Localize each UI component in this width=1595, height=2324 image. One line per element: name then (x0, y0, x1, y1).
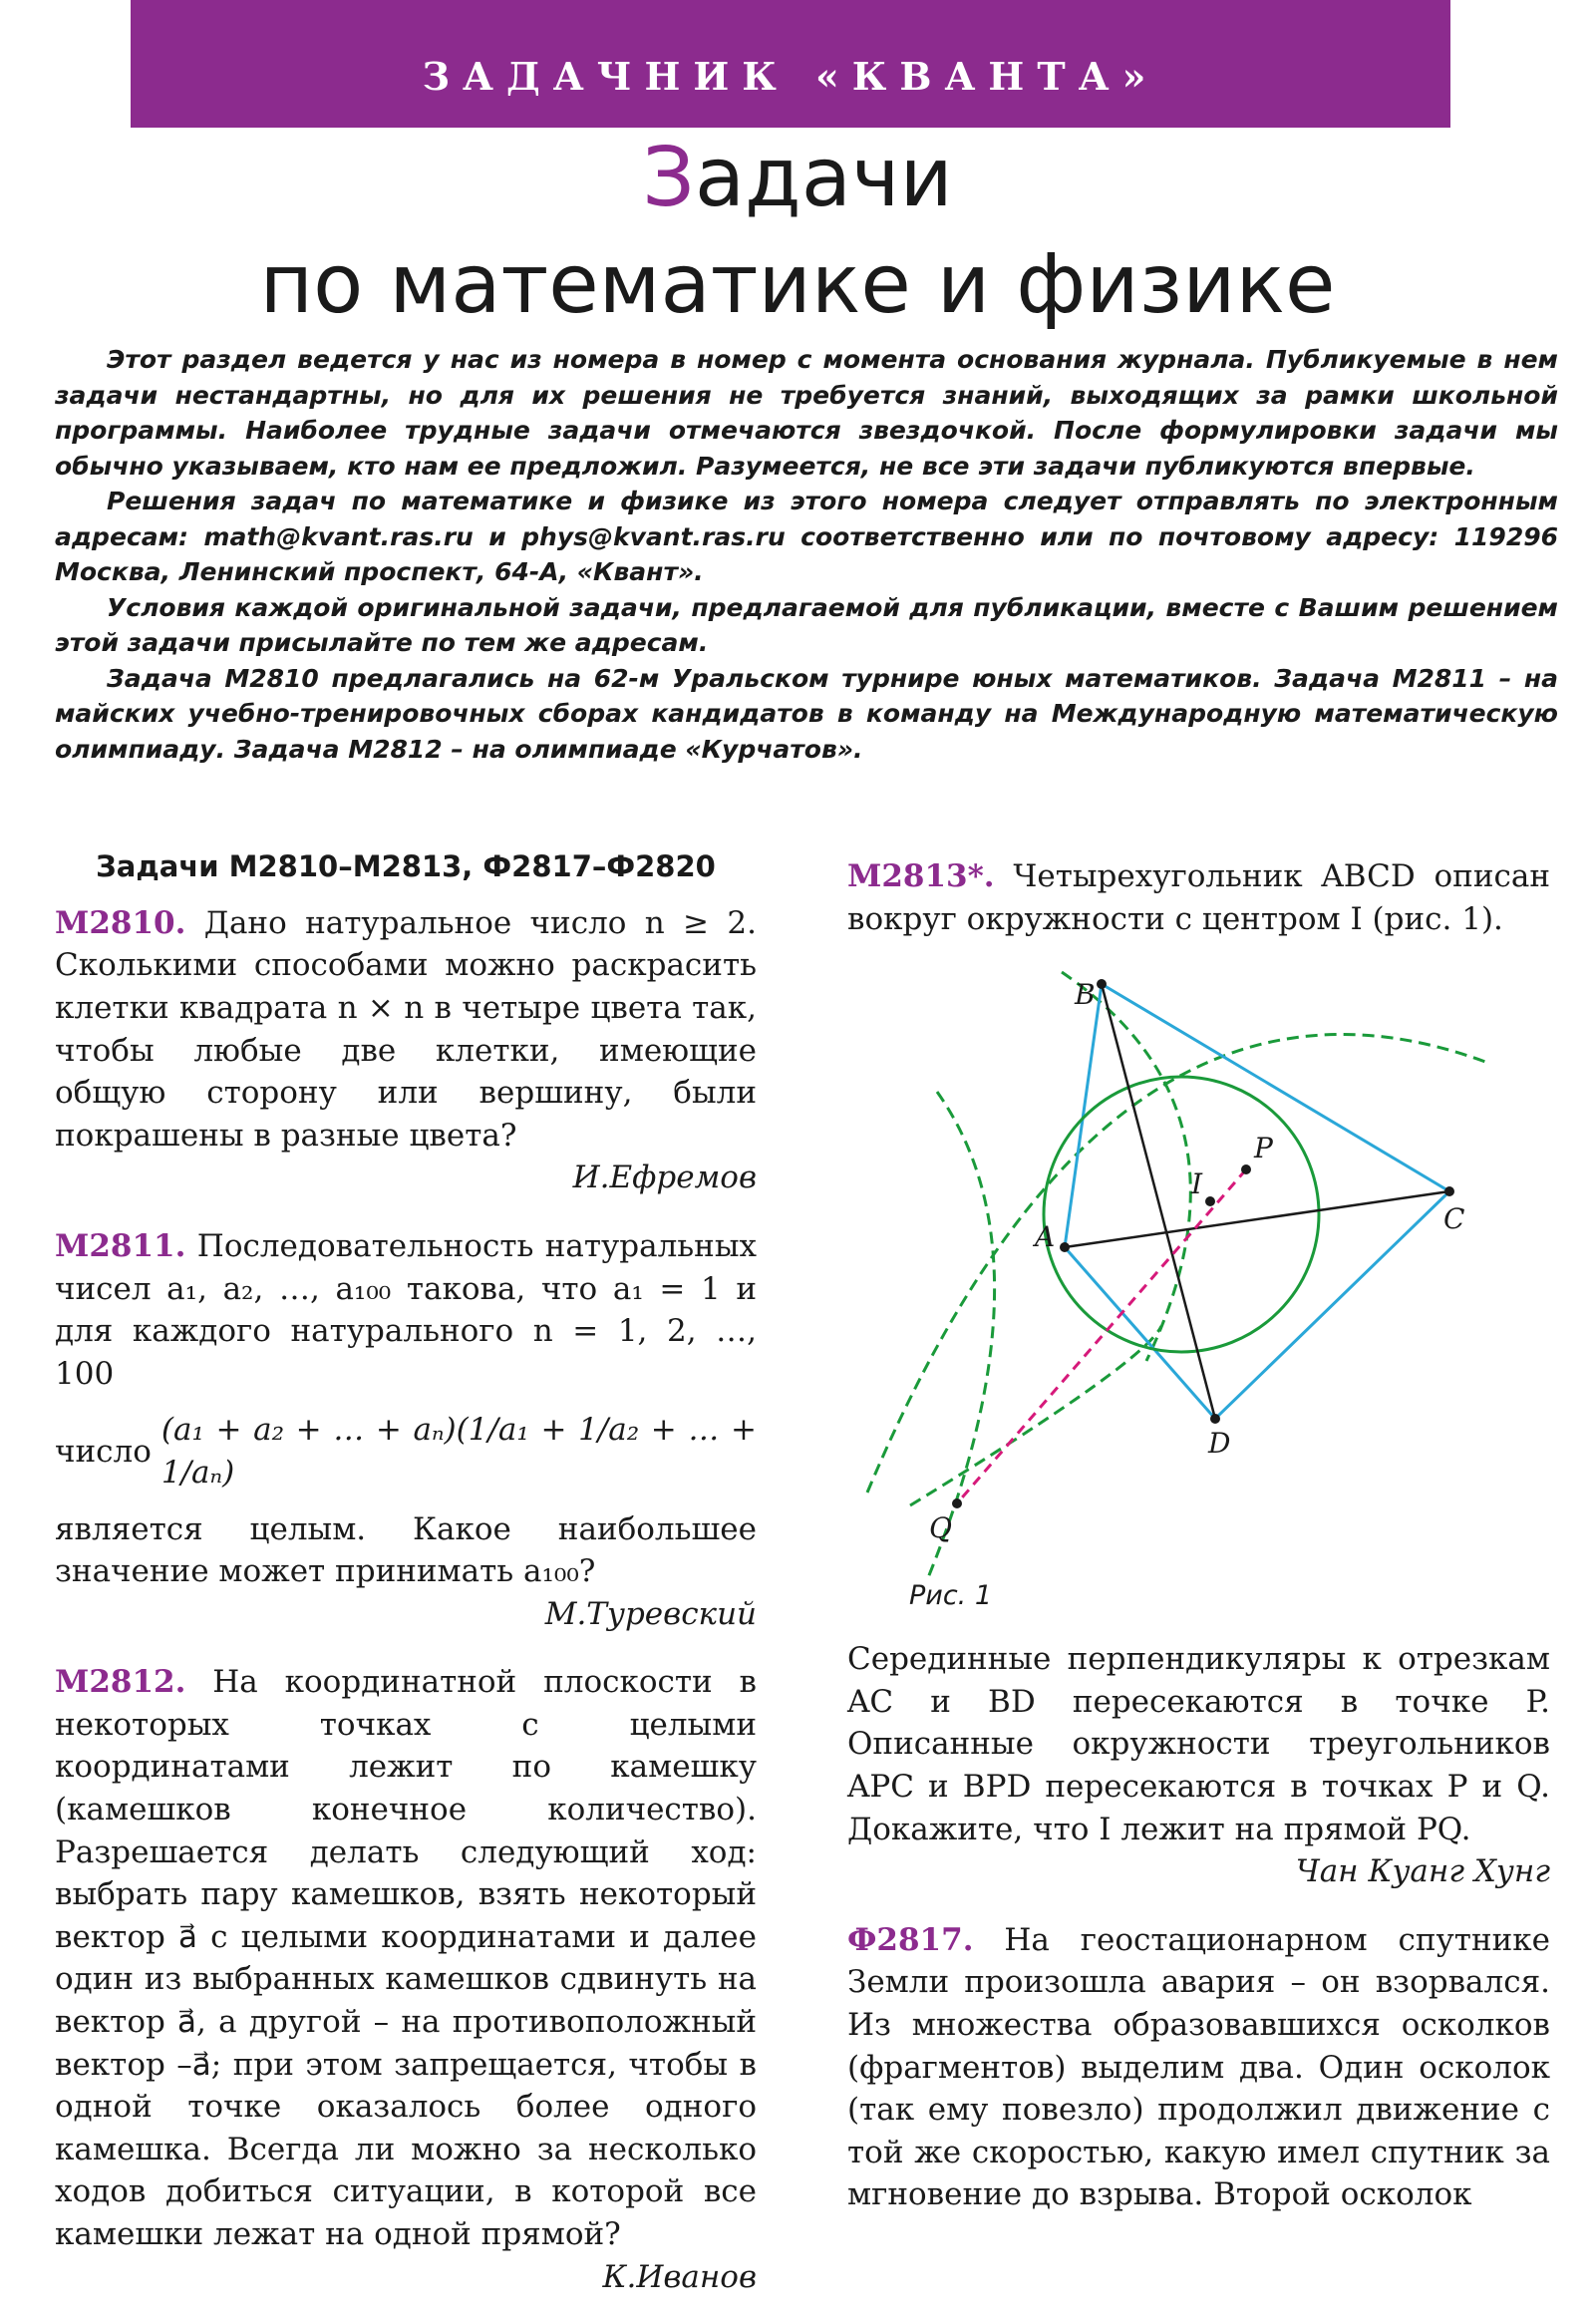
section-heading: Задачи М2810–М2813, Ф2817–Ф2820 (96, 849, 716, 883)
figure-caption: Рис. 1 (909, 1580, 993, 1611)
point-i (1205, 1196, 1215, 1206)
problem-text-continued: Серединные перпендикуляры к отрезкам AC и BD пересекаются в точке P. Описанные окружности треугольников APC и BPD пересекаются в точках P и Q. Докажите, что I лежит на прямой PQ. (847, 1641, 1550, 1847)
problem-m2812 (55, 1661, 757, 2255)
problem-author: М.Туревский (544, 1595, 757, 1632)
label-c: C (1443, 1202, 1465, 1235)
title-line1-rest: адачи (694, 131, 953, 225)
page-title-line1 (0, 131, 1595, 225)
banner-title: ЗАДАЧНИК «КВАНТА» (422, 54, 1159, 99)
problem-id: М2813*. (847, 858, 995, 894)
line-pq (957, 1169, 1246, 1503)
problem-f2817 (847, 1919, 1550, 2216)
intro-paragraph: Задача М2810 предлагались на 62-м Уральском турнире юных математиков. Задача М2811 – на майских учебно-тренировочных сборах кандидатов в команду на Международную математическую олимпиаду. Задача М2812 – на олимпиаде «Курчатов». (55, 663, 1558, 764)
problem-m2811 (55, 1225, 757, 1395)
problem-text: На координатной плоскости в некоторых точках с целыми координатами лежит по камешку (камешков конечное количество). Разрешается делать следующий ход: выбрать пару камешков, взять некоторый вектор a⃗ с целыми координатами и далее один из выбранных камешков сдвинуть на вектор a⃗, а другой – на противоположный вектор –a⃗; при этом запрещается, чтобы в одной точке оказалось более одного камешка. Всегда ли можно за несколько ходов добиться ситуации, в которой все камешки лежат на одной прямой? (55, 1664, 757, 2253)
problem-author: И.Ефремов (572, 1160, 757, 1196)
label-i: I (1191, 1167, 1203, 1200)
label-b: B (1075, 978, 1096, 1011)
incircle (1044, 1077, 1319, 1352)
diagonal-ac (1065, 1191, 1449, 1247)
formula: (a₁ + a₂ + … + aₙ)(1/a₁ + 1/a₂ + … + 1/aₙ) (160, 1412, 757, 1491)
label-a: A (1035, 1220, 1056, 1253)
problem-id: М2811. (55, 1227, 186, 1264)
circumcircle-bottom-arc (910, 1326, 1161, 1505)
intro-paragraph: Условия каждой оригинальной задачи, предлагаемой для публикации, вместе с Вашим решением этой задачи присылайте по тем же адресам. (55, 592, 1558, 657)
point-q (952, 1498, 962, 1508)
left-column (55, 849, 757, 2324)
formula-line (55, 1409, 757, 1494)
problem-author: К.Иванов (602, 2258, 757, 2295)
problem-id: М2810. (55, 904, 186, 941)
page-title-line2: по математике и физике (259, 237, 1336, 332)
circumcircle-bpd-arc (1062, 972, 1190, 1361)
problem-m2813 (847, 855, 1550, 940)
circumcircle-apc-arc-top (867, 1034, 1485, 1493)
problem-text: На геостационарном спутнике Земли произошла авария – он взорвался. Из множества образовавшихся осколков (фрагментов) выделим два. Один осколок (так ему повезло) продолжил движение с той же скоростью, какую имел спутник за мгновение до взрыва. Второй осколок (847, 1921, 1550, 2213)
intro-text (55, 342, 1558, 767)
problem-text-continued: является целым. Какое наибольшее значение может принимать a₁₀₀? (55, 1510, 757, 1590)
problem-id: М2812. (55, 1664, 186, 1701)
section-banner (131, 0, 1450, 128)
problem-text: Четырехугольник ABCD описан вокруг окружности с центром I (рис. 1). (847, 858, 1551, 937)
problem-m2810 (55, 902, 757, 1158)
label-q: Q (929, 1511, 952, 1544)
formula-lead-text: число (55, 1433, 152, 1470)
point-a (1060, 1242, 1070, 1252)
point-b (1097, 979, 1107, 989)
label-d: D (1208, 1427, 1231, 1460)
problem-text: Последовательность натуральных чисел a₁, a₂, …, a₁₀₀ такова, что a₁ = 1 и для каждого натурального n = 1, 2, …, 100 (55, 1227, 758, 1392)
label-p: P (1254, 1132, 1273, 1164)
problem-author: Чан Куанг Хунг (1295, 1853, 1550, 1890)
circumcircle-apc-arc (927, 1092, 995, 1580)
point-c (1444, 1186, 1454, 1196)
title-accent-letter: З (642, 131, 695, 225)
point-p (1241, 1164, 1251, 1174)
point-d (1210, 1414, 1220, 1424)
figure-1 (847, 942, 1550, 1630)
intro-paragraph: Этот раздел ведется у нас из номера в номер с момента основания журнала. Публикуемые в нем задачи нестандартны, но для их решения не требуется знаний, выходящих за рамки школьной программы. Наиболее трудные задачи отмечаются звездочкой. После формулировки задачи мы обычно указываем, кто нам ее предложил. Разумеется, не все эти задачи публикуются впервые. (55, 345, 1558, 481)
quadrilateral-abcd (1065, 984, 1449, 1419)
problem-id: Ф2817. (847, 1921, 974, 1958)
intro-paragraph: Решения задач по математике и физике из этого номера следует отправлять по электронным адресам: math@kvant.ras.ru и phys@kvant.ras.ru соответственно или по почтовому адресу: 119296 Москва, Ленинский проспект, 64-А, «Квант». (55, 487, 1558, 586)
problem-text: Дано натуральное число n ≥ 2. Сколькими способами можно раскрасить клетки квадрата n × n в четыре цвета так, чтобы любые две клетки, имеющие общую сторону или вершину, были покрашены в разные цвета? (55, 904, 757, 1154)
